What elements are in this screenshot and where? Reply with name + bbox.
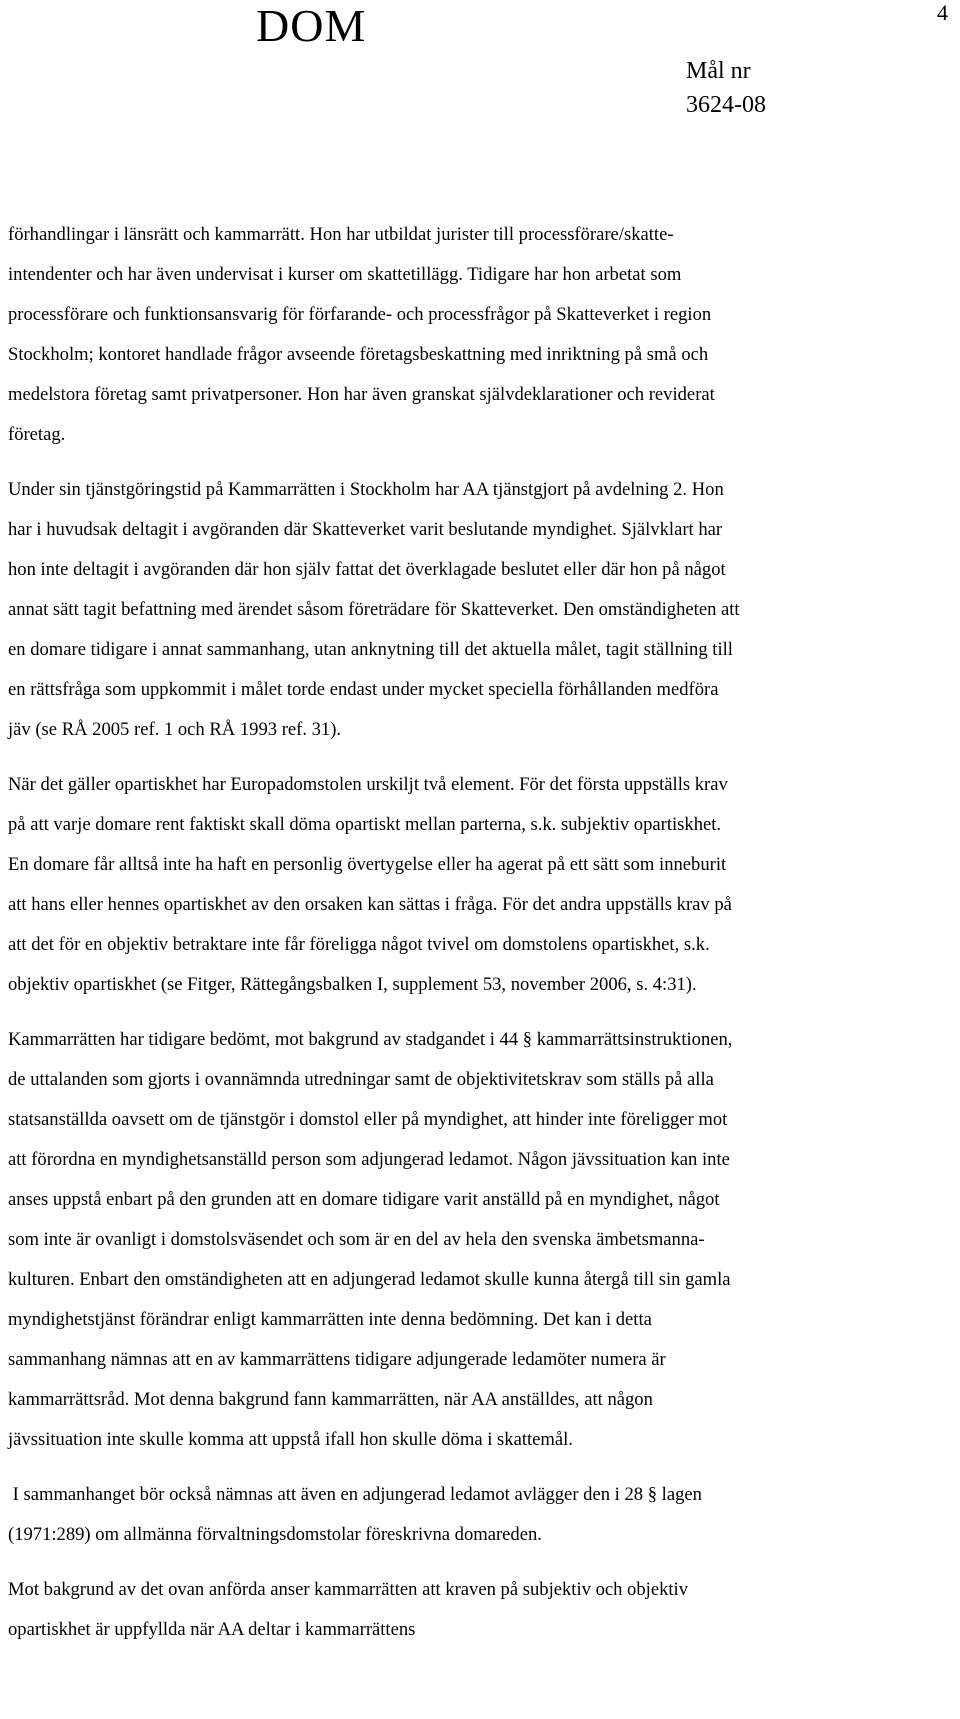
text-line: När det gäller opartiskhet har Europadomstolen urskiljt två element. För det första uppställs krav (8, 774, 728, 795)
text-line: sammanhang nämnas att en av kammarrättens tidigare adjungerade ledamöter numera är (8, 1349, 666, 1370)
case-number-label: Mål nr (686, 58, 751, 84)
document-body (8, 215, 940, 1650)
text-line: på att varje domare rent faktiskt skall döma opartiskt mellan parterna, s.k. subjektiv opartiskhet. (8, 814, 722, 835)
paragraph (8, 1020, 940, 1460)
page-number: 4 (937, 0, 948, 25)
text-line: I sammanhanget bör också nämnas att även en adjungerad ledamot avlägger den i 28 § lagen (8, 1484, 702, 1505)
text-line: kulturen. Enbart den omständigheten att en adjungerad ledamot skulle kunna återgå till sin gamla (8, 1269, 731, 1290)
text-line: intendenter och har även undervisat i kurser om skattetillägg. Tidigare har hon arbetat som (8, 264, 682, 285)
text-line: medelstora företag samt privatpersoner. Hon har även granskat självdeklarationer och reviderat (8, 384, 715, 405)
text-line: kammarrättsråd. Mot denna bakgrund fann kammarrätten, när AA anställdes, att någon (8, 1389, 653, 1410)
text-line: Kammarrätten har tidigare bedömt, mot bakgrund av stadgandet i 44 § kammarrättsinstruktionen, (8, 1029, 733, 1050)
text-line: att det för en objektiv betraktare inte får föreligga något tvivel om domstolens opartiskhet, s.k. (8, 934, 710, 955)
text-line: anses uppstå enbart på den grunden att en domare tidigare varit anställd på en myndighet, något (8, 1189, 720, 1210)
text-line: företag. (8, 424, 66, 445)
text-line: som inte är ovanligt i domstolsväsendet och som är en del av hela den svenska ämbetsmanna- (8, 1229, 705, 1250)
paragraph (8, 470, 940, 750)
text-line: opartiskhet är uppfyllda när AA deltar i kammarrättens (8, 1619, 416, 1640)
text-line: Stockholm; kontoret handlade frågor avseende företagsbeskattning med inriktning på små och (8, 344, 709, 365)
text-line: förhandlingar i länsrätt och kammarrätt. Hon har utbildat jurister till processförare/skatte- (8, 224, 674, 245)
text-line: de uttalanden som gjorts i ovannämnda utredningar samt de objektivitetskrav som ställs på alla (8, 1069, 714, 1090)
text-line: att förordna en myndighetsanställd person som adjungerad ledamot. Någon jävssituation kan inte (8, 1149, 730, 1170)
paragraph (8, 1570, 940, 1650)
text-line: att hans eller hennes opartiskhet av den orsaken kan sättas i fråga. För det andra uppställs krav på (8, 894, 732, 915)
text-line: annat sätt tagit befattning med ärendet såsom företrädare för Skatteverket. Den omständigheten att (8, 599, 740, 620)
text-line: Under sin tjänstgöringstid på Kammarrätten i Stockholm har AA tjänstgjort på avdelning 2. Hon (8, 479, 724, 500)
text-line: processförare och funktionsansvarig för förfarande- och processfrågor på Skatteverket i region (8, 304, 712, 325)
text-line: myndighetstjänst förändrar enligt kammarrätten inte denna bedömning. Det kan i detta (8, 1309, 652, 1330)
case-number: 3624-08 (686, 92, 766, 118)
text-line: jäv (se RÅ 2005 ref. 1 och RÅ 1993 ref. 31). (8, 719, 342, 740)
paragraph (8, 765, 940, 1005)
text-line: Mot bakgrund av det ovan anförda anser kammarrätten att kraven på subjektiv och objektiv (8, 1579, 688, 1600)
paragraph (8, 215, 940, 455)
text-line: (1971:289) om allmänna förvaltningsdomstolar föreskrivna domareden. (8, 1524, 542, 1545)
paragraph (8, 1475, 940, 1555)
text-line: hon inte deltagit i avgöranden där hon själv fattat det överklagade beslutet eller där hon på något (8, 559, 726, 580)
text-line: har i huvudsak deltagit i avgöranden där Skatteverket varit beslutande myndighet. Självklart har (8, 519, 723, 540)
text-line: En domare får alltså inte ha haft en personlig övertygelse eller ha agerat på ett sätt som inneburit (8, 854, 727, 875)
text-line: statsanställda oavsett om de tjänstgör i domstol eller på myndighet, att hinder inte föreligger mot (8, 1109, 728, 1130)
text-line: objektiv opartiskhet (se Fitger, Rättegångsbalken I, supplement 53, november 2006, s. 4:31). (8, 974, 697, 995)
document-title: DOM (256, 0, 367, 51)
text-line: en domare tidigare i annat sammanhang, utan anknytning till det aktuella målet, tagit ställning till (8, 639, 733, 660)
text-line: en rättsfråga som uppkommit i målet torde endast under mycket speciella förhållanden medföra (8, 679, 719, 700)
text-line: jävssituation inte skulle komma att uppstå ifall hon skulle döma i skattemål. (8, 1429, 573, 1450)
